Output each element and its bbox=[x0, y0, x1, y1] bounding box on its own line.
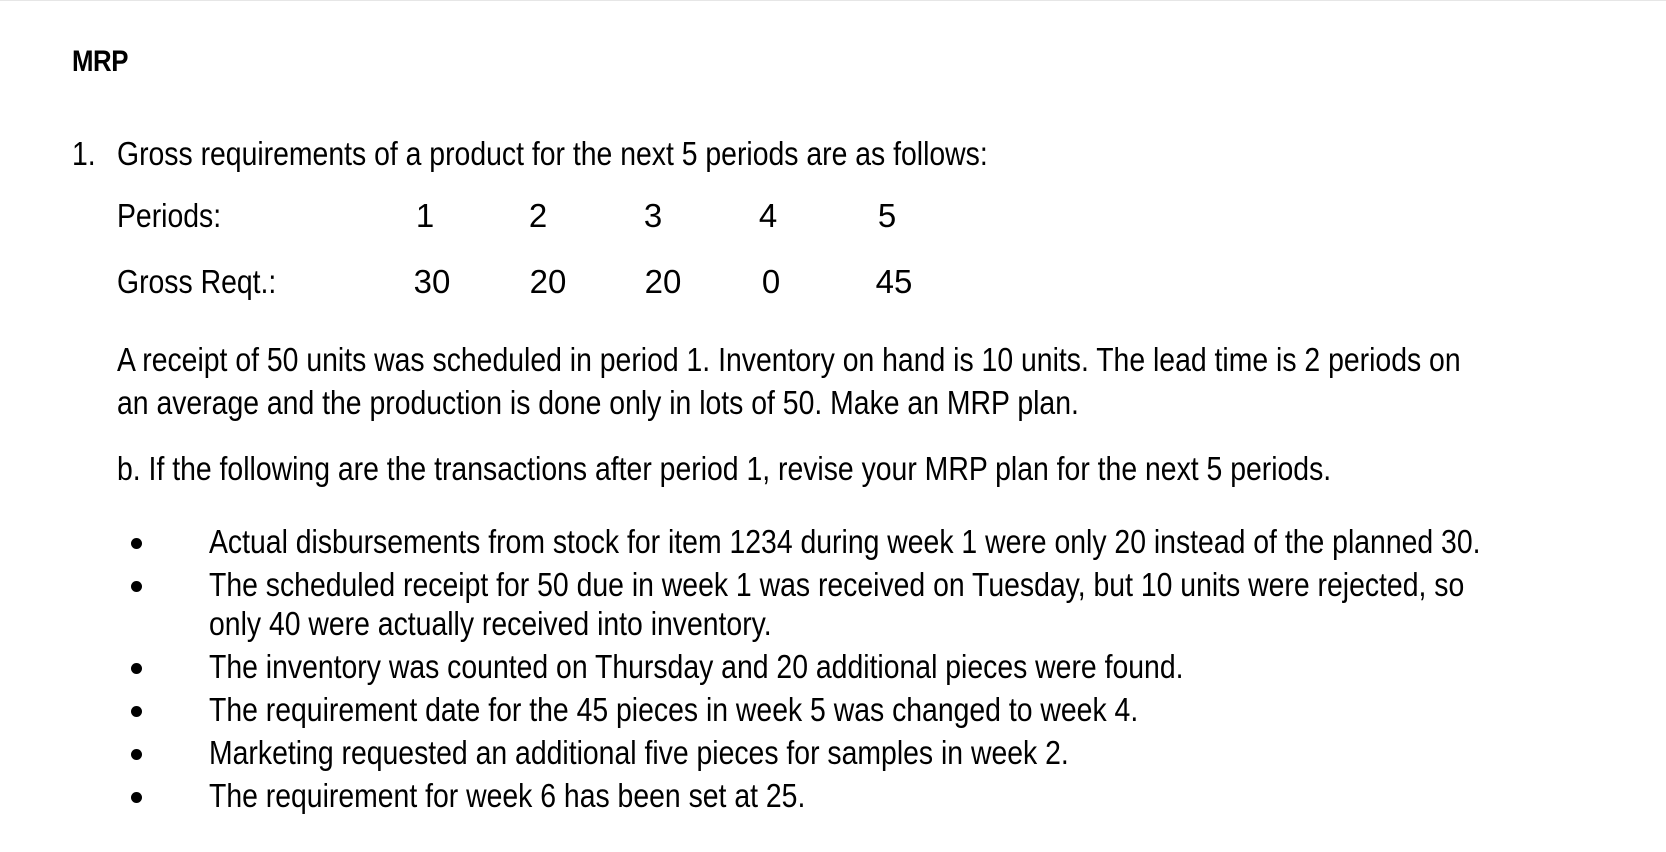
bullet-dot-icon bbox=[131, 749, 142, 760]
transactions-list bbox=[117, 522, 1577, 819]
list-item: Actual disbursements from stock for item 1234 during week 1 were only 20 instead of the planned 30. bbox=[117, 522, 1577, 561]
problem-paragraph: A receipt of 50 units was scheduled in period 1. Inventory on hand is 10 units. The lead time is 2 periods on an average and the production is done only in lots of 50. Make an MRP plan. bbox=[117, 341, 1461, 421]
gross-requirement-cell: 45 bbox=[875, 263, 913, 300]
list-item: The inventory was counted on Thursday and 20 additional pieces were found. bbox=[117, 647, 1577, 686]
periods-label: Periods: bbox=[117, 197, 222, 234]
period-cell: 2 bbox=[528, 197, 548, 234]
period-cell: 3 bbox=[643, 197, 663, 234]
bullet-dot-icon bbox=[131, 581, 142, 592]
page-title: MRP bbox=[72, 45, 129, 78]
question-number: 1. bbox=[72, 135, 96, 172]
question-text: Gross requirements of a product for the next 5 periods are as follows: bbox=[117, 135, 988, 172]
gross-requirement-cell: 30 bbox=[413, 263, 451, 300]
gross-requirement-cell: 0 bbox=[761, 263, 781, 300]
list-item: The requirement for week 6 has been set at 25. bbox=[117, 776, 1577, 815]
gross-requirement-cell: 20 bbox=[644, 263, 682, 300]
list-item: Marketing requested an additional five pieces for samples in week 2. bbox=[117, 733, 1577, 772]
list-item: The scheduled receipt for 50 due in week 1 was received on Tuesday, but 10 units were rejected, so only 40 were actually received into inventory. bbox=[117, 565, 1577, 643]
bullet-dot-icon bbox=[131, 663, 142, 674]
bullet-dot-icon bbox=[131, 792, 142, 803]
period-cell: 4 bbox=[758, 197, 778, 234]
bullet-dot-icon bbox=[131, 538, 142, 549]
list-item: The requirement date for the 45 pieces in week 5 was changed to week 4. bbox=[117, 690, 1577, 729]
part-b-instruction: b. If the following are the transactions after period 1, revise your MRP plan for the next 5 periods. bbox=[117, 450, 1332, 487]
gross-requirement-label: Gross Reqt.: bbox=[117, 263, 277, 300]
period-cell: 5 bbox=[877, 197, 897, 234]
period-cell: 1 bbox=[415, 197, 435, 234]
gross-requirement-cell: 20 bbox=[529, 263, 567, 300]
bullet-dot-icon bbox=[131, 706, 142, 717]
